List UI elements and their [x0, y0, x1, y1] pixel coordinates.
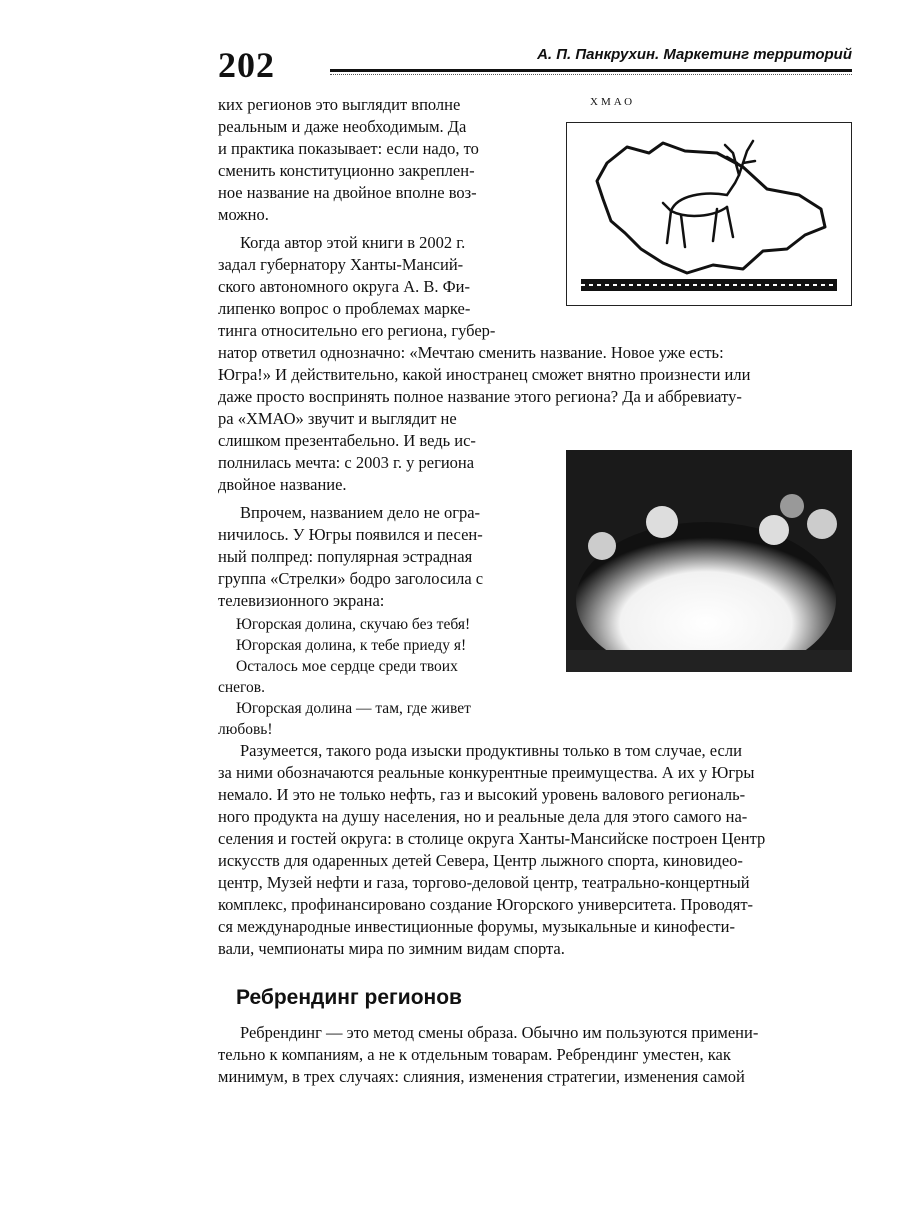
- text-line: немало. И это не только нефть, газ и высокий уровень валового региональ-: [218, 785, 746, 804]
- text-line: за ними обозначаются реальные конкурентные преимущества. А их у Югры: [218, 763, 755, 782]
- poem-line: Югорская долина — там, где живет: [236, 700, 471, 717]
- text-line: ся международные инвестиционные форумы, музыкальные и кинофести-: [218, 917, 735, 936]
- text-line: даже просто воспринять полное название этого региона? Да и аббревиату-: [218, 387, 742, 406]
- region-outline: [597, 143, 825, 273]
- text-line: вали, чемпионаты мира по зимним видам спорта.: [218, 939, 565, 958]
- text-line: Ребрендинг — это метод смены образа. Обычно им пользуются примени-: [240, 1023, 759, 1042]
- page-number: 202: [218, 45, 275, 85]
- paragraph-2: [218, 232, 542, 342]
- text-line: двойное название.: [218, 475, 347, 494]
- band-photo-illustration: [566, 450, 852, 672]
- paragraph-4: [218, 740, 852, 960]
- text-line: искусств для одаренных детей Севера, Центр лыжного спорта, киновидео-: [218, 851, 743, 870]
- reindeer-icon: [663, 141, 755, 247]
- text-line: группа «Стрелки» бодро заголосила с: [218, 569, 484, 588]
- text-line: тельно к компаниям, а не к отдельным товарам. Ребрендинг уместен, как: [218, 1045, 731, 1064]
- text-line: натор ответил однозначно: «Мечтаю сменить название. Новое уже есть:: [218, 343, 724, 362]
- text-line: липенко вопрос о проблемах марке-: [218, 299, 471, 318]
- header-rule: [330, 69, 852, 72]
- poem-line: снегов.: [218, 679, 265, 696]
- text-line: сменить конституционно закреплен-: [218, 161, 475, 180]
- band-photo: [566, 450, 852, 672]
- paragraph-2-full: [218, 342, 852, 408]
- text-line: минимум, в трех случаях: слияния, изменения стратегии, изменения самой: [218, 1067, 745, 1086]
- poem-line: Югорская долина, к тебе приеду я!: [236, 637, 467, 654]
- poem-line: любовь!: [218, 721, 273, 738]
- running-header: А. П. Панкрухин. Маркетинг территорий: [537, 46, 852, 63]
- text-line: комплекс, профинансировано создание Югорского университета. Проводят-: [218, 895, 754, 914]
- paragraph-2-tail: [218, 408, 558, 496]
- figure-caption: ХМАО: [590, 96, 636, 108]
- paragraph-5: [218, 1022, 852, 1088]
- text-line: Югра!» И действительно, какой иностранец сможет внятно произнести или: [218, 365, 751, 384]
- text-line: селения и гостей округа: в столице округа Ханты-Мансийске построен Центр: [218, 829, 766, 848]
- text-line: телевизионного экрана:: [218, 591, 385, 610]
- text-line: и практика показывает: если надо, то: [218, 139, 479, 158]
- region-map-illustration: [567, 123, 851, 305]
- text-line: ный полпред: популярная эстрадная: [218, 547, 473, 566]
- poem-line: Осталось мое сердце среди твоих: [236, 658, 458, 675]
- section-heading: Ребрендинг регионов: [236, 986, 462, 1009]
- paragraph-3: [218, 502, 558, 612]
- text-line: Впрочем, названием дело не огра-: [240, 503, 481, 522]
- text-line: реальным и даже необходимым. Да: [218, 117, 467, 136]
- text-line: слишком презентабельно. И ведь ис-: [218, 431, 476, 450]
- text-line: ких регионов это выглядит вполне: [218, 95, 461, 114]
- text-line: тинга относительно его региона, губер-: [218, 321, 496, 340]
- text-line: Когда автор этой книги в 2002 г.: [240, 233, 466, 252]
- header-rule-dotted: [330, 74, 852, 75]
- text-line: ского автономного округа А. В. Фи-: [218, 277, 470, 296]
- poem-quote: [218, 614, 558, 740]
- text-line: ного продукта на душу населения, но и реальные дела для этого самого на-: [218, 807, 748, 826]
- text-line: ра «ХМАО» звучит и выглядит не: [218, 409, 457, 428]
- paragraph-1: [218, 94, 542, 226]
- region-map-figure: [566, 122, 852, 306]
- text-line: ничилось. У Югры появился и песен-: [218, 525, 483, 544]
- text-line: можно.: [218, 205, 269, 224]
- text-line: ное название на двойное вполне воз-: [218, 183, 477, 202]
- text-line: задал губернатору Ханты-Мансий-: [218, 255, 464, 274]
- text-line: полнилась мечта: с 2003 г. у региона: [218, 453, 475, 472]
- text-line: центр, Музей нефти и газа, торгово-деловой центр, театрально-концертный: [218, 873, 750, 892]
- poem-line: Югорская долина, скучаю без тебя!: [236, 616, 471, 633]
- text-line: Разумеется, такого рода изыски продуктивны только в том случае, если: [240, 741, 742, 760]
